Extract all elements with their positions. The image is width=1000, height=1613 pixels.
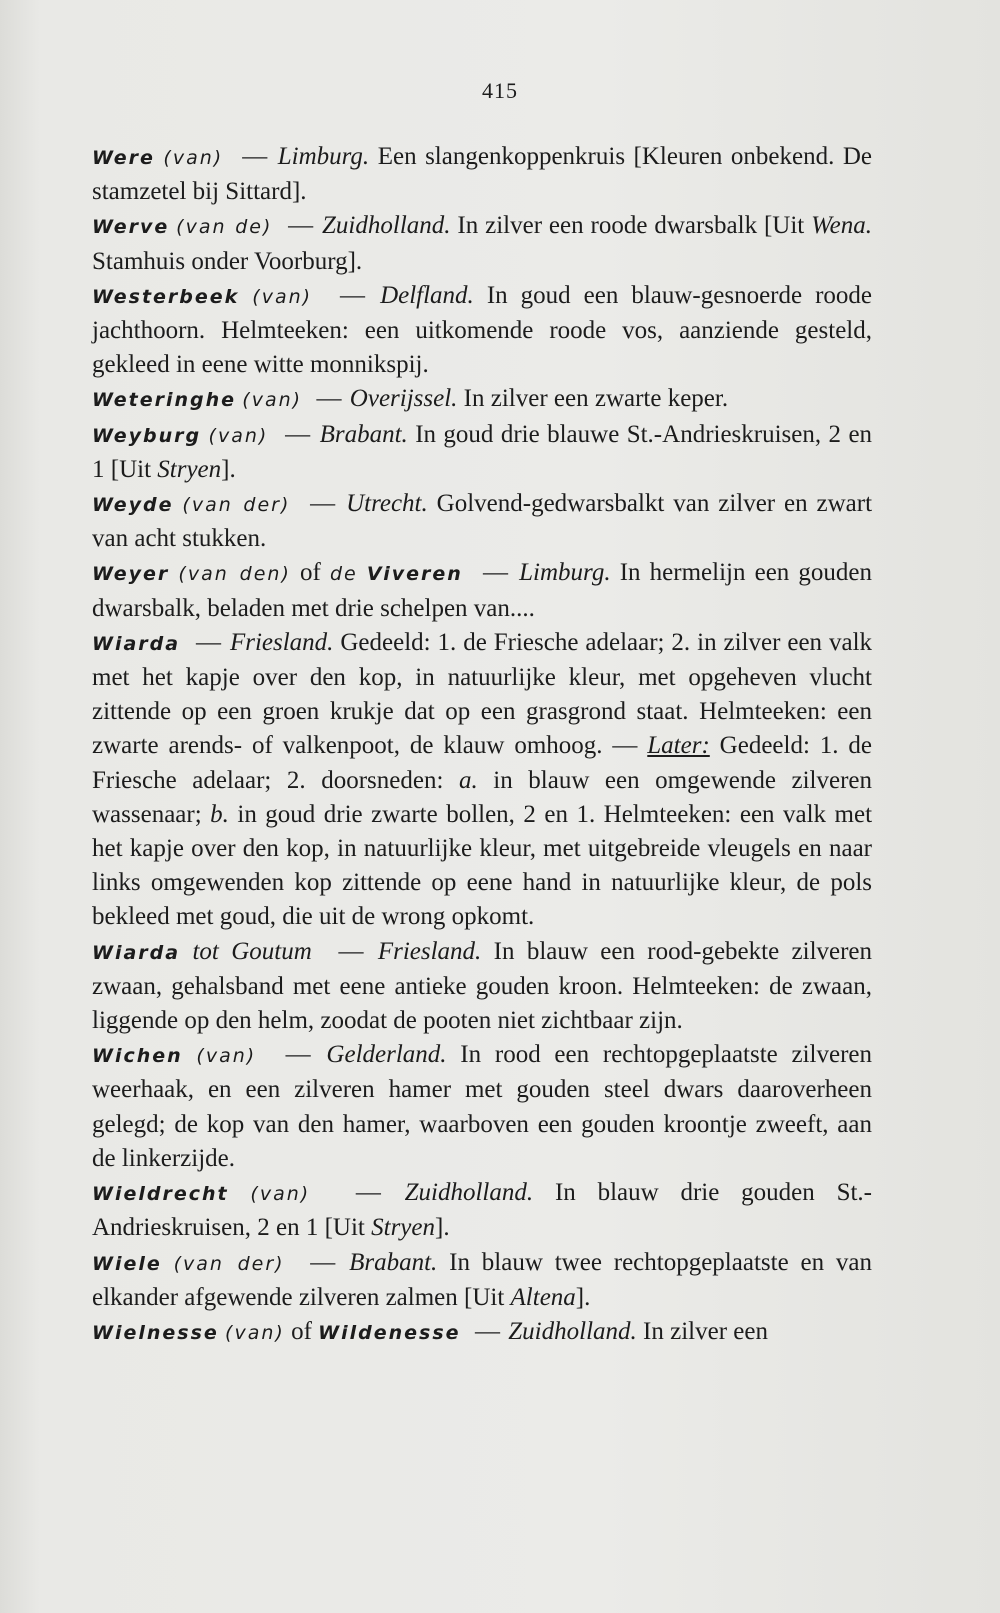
entry-werve: Werve (van de) — Zuidholland. In zilver een roode dwarsbalk [Uit Wena. Stamhuis onder Voorburg]. (92, 212, 873, 275)
enum-b: b. (210, 800, 229, 828)
entry-text: In zilver een roode dwarsbalk [Uit (457, 212, 805, 240)
entry-text: In blauw twee rechtopgeplaatste en van elkander afgewende zilveren zalmen [Uit (92, 1248, 873, 1311)
entry-text: In goud drie blauwe St.-Andrieskruisen, 2 en 1 [Uit (92, 420, 873, 483)
surname: Wiarda (92, 632, 181, 655)
entry-text: Een slangenkoppenkruis [Kleuren onbekend. De stamzetel bij Sittard]. (92, 143, 873, 206)
alt-particle: de (329, 563, 358, 586)
surname: Werve (92, 216, 170, 239)
particle: (van) (242, 389, 303, 412)
entry-weyburg: Weyburg (van) — Brabant. In goud drie blauwe St.-Andrieskruisen, 2 en 1 [Uit Stryen]. (92, 420, 873, 483)
alt-surname: Viveren (366, 563, 463, 586)
surname: Wielnesse (92, 1321, 219, 1344)
particle: (van) (196, 1045, 257, 1068)
entry-text: Golvend-gedwarsbalkt van zilver en zwart van acht stukken. (92, 490, 873, 553)
province: Utrecht. (346, 490, 428, 518)
particle: (van) (252, 285, 313, 308)
entry-text: ]. (221, 455, 236, 483)
particle: (van der) (182, 494, 291, 517)
entry-wichen: Wichen (van) — Gelderland. In rood een rechtopgeplaatste zilveren weerhaak, en een zilveren hamer met gouden steel dwars daaroverheen gelegd; de kop van den hamer, waarboven een gouden kroontje zweeft, aan de linkerzijde. (92, 1041, 873, 1172)
surname: Weyburg (92, 424, 202, 447)
surname: Westerbeek (92, 285, 240, 308)
particle: (van) (208, 424, 269, 447)
surname: Weyer (92, 563, 170, 586)
province: Zuidholland. (508, 1317, 637, 1345)
armorial-text (92, 140, 872, 1350)
particle: (van den) (178, 563, 291, 586)
particle: (van der) (173, 1252, 285, 1275)
source-reference: Stryen (157, 455, 222, 483)
source-reference: Altena (510, 1283, 576, 1311)
entry-weteringhe: Weteringhe (van) — Overijssel. In zilver een zwarte keper. (92, 385, 729, 413)
entry-weyer: Weyer (van den) of de Viveren — Limburg. In hermelijn een gouden dwarsbalk, beladen met drie schelpen van.... (92, 559, 873, 622)
entry-were: Were (van) — Limburg. Een slangenkoppenkruis [Kleuren onbekend. De stamzetel bij Sittard]. (92, 143, 873, 206)
province: Brabant. (319, 420, 408, 448)
surname: Were (92, 147, 155, 169)
province: Zuidholland. (404, 1179, 534, 1207)
page-number: 415 (482, 78, 518, 103)
province: Friesland. (229, 628, 334, 656)
entry-wieldrecht: Wieldrecht (van) — Zuidholland. In blauw drie gouden St.-Andrieskruisen, 2 en 1 [Uit Stryen]. (92, 1179, 872, 1242)
surname: Wichen (92, 1045, 183, 1068)
province: Delfland. (380, 281, 474, 309)
entry-weyde: Weyde (van der) — Utrecht. Golvend-gedwarsbalkt van zilver en zwart van acht stukken. (92, 490, 873, 553)
particle: (van) (163, 147, 224, 169)
province: Friesland. (377, 937, 482, 965)
source-reference: Stryen (371, 1214, 435, 1242)
surname: Wiele (92, 1252, 162, 1275)
alt-surname: Wildenesse (318, 1321, 461, 1344)
connector: of (291, 1317, 312, 1345)
source-reference: Wena. (811, 212, 873, 240)
surname-suffix: tot Goutum (192, 937, 312, 965)
province: Limburg. (519, 559, 611, 587)
province: Limburg. (277, 143, 370, 170)
later-label: Later: (647, 732, 710, 760)
entry-text: In goud een blauw-gesnoerde roode jachthoorn. Helmteeken: een uitkomende roode vos, aanziende gesteld, gekleed in eene witte monnikspij. (92, 281, 873, 379)
entry-wiarda-tot-goutum: Wiarda tot Goutum — Friesland. In blauw een rood-gebekte zilveren zwaan, gehalsband met eene antieke gouden kroon. Helmteeken: de zwaan, liggende op den helm, zoodat de pooten niet zichtbaar zijn. (92, 937, 873, 1035)
entry-wielnesse: Wielnesse (van) of Wildenesse — Zuidholland. In zilver een (92, 1317, 768, 1345)
enum-a: a. (458, 766, 478, 794)
entry-text: ]. (435, 1214, 450, 1242)
surname: Wiarda (92, 941, 181, 964)
entry-text: in goud drie zwarte bollen, 2 en 1. Helmteeken: een valk met het kapje over den kop, in natuurlijke kleur, met uitgebreide vleugels en naar links omgewenden kop zittende op eene hand in natuurlijke kleur, de pols bekleed met goud, die uit de wrong opkomt. (92, 800, 873, 931)
entry-text: In rood een rechtopgeplaatste zilveren weerhaak, en een zilveren hamer met gouden steel dwars daaroverheen gelegd; de kop van den hamer, waarboven een gouden kroontje zweeft, aan de linkerzijde. (92, 1041, 873, 1172)
surname: Weteringhe (92, 389, 237, 412)
province: Brabant. (349, 1248, 438, 1276)
province: Gelderland. (326, 1041, 447, 1069)
entry-text: In zilver een zwarte keper. (463, 385, 729, 413)
connector: of (300, 559, 321, 587)
entry-text: in blauw een omgewende zilveren wassenaar; (92, 766, 873, 828)
entry-text: ]. (575, 1283, 591, 1311)
entry-text: Gedeeld: 1. de Friesche adelaar; 2. doorsneden: (92, 732, 873, 794)
entry-text: In hermelijn een gouden dwarsbalk, beladen met drie schelpen van.... (92, 559, 873, 622)
entry-text: Gedeeld: 1. de Friesche adelaar; 2. in zilver een valk met het kapje over den kop, in natuurlijke kleur, met opgeheven vlucht zittende op een groen krukje dat op een grasgrond staat. Helmteeken: een zwarte arends- of valkenpoot, de klauw omhoog. — (92, 628, 873, 760)
surname: Weyde (92, 494, 174, 517)
province: Overijssel. (349, 385, 458, 413)
entry-wiele: Wiele (van der) — Brabant. In blauw twee rechtopgeplaatste en van elkander afgewende zilveren zalmen [Uit Altena]. (92, 1248, 873, 1311)
entry-wiarda: Wiarda — Friesland. Gedeeld: 1. de Friesche adelaar; 2. in zilver een valk met het kapje over den kop, in natuurlijke kleur, met opgeheven vlucht zittende op een groen krukje dat op een grasgrond staat. Helmteeken: een zwarte arends- of valkenpoot, de klauw omhoog. — Later: Gedeeld: 1. de Friesche adelaar; 2. doorsneden: a. in blauw een omgewende zilveren wassenaar; b. in goud drie zwarte bollen, 2 en 1. Helmteeken: een valk met het kapje over den kop, in natuurlijke kleur, met uitgebreide vleugels en naar links omgewenden kop zittende op eene hand in natuurlijke kleur, de pols bekleed met goud, die uit de wrong opkomt. (92, 628, 873, 931)
entry-text: In zilver een (643, 1317, 768, 1345)
entry-text: In blauw drie gouden St.-Andrieskruisen, 2 en 1 [Uit (92, 1179, 872, 1242)
surname: Wieldrecht (92, 1183, 229, 1206)
province: Zuidholland. (322, 212, 451, 240)
entry-text: Stamhuis onder Voorburg]. (92, 247, 363, 275)
entry-text: In blauw een rood-gebekte zilveren zwaan, gehalsband met eene antieke gouden kroon. Helmteeken: de zwaan, liggende op den helm, zoodat de pooten niet zichtbaar zijn. (92, 937, 873, 1035)
particle: (van) (250, 1183, 311, 1206)
entry-westerbeek: Westerbeek (van) — Delfland. In goud een blauw-gesnoerde roode jachthoorn. Helmteeken: een uitkomende roode vos, aanziende gesteld, gekleed in eene witte monnikspij. (92, 281, 873, 379)
particle: (van de) (176, 216, 273, 239)
particle: (van) (225, 1321, 285, 1344)
